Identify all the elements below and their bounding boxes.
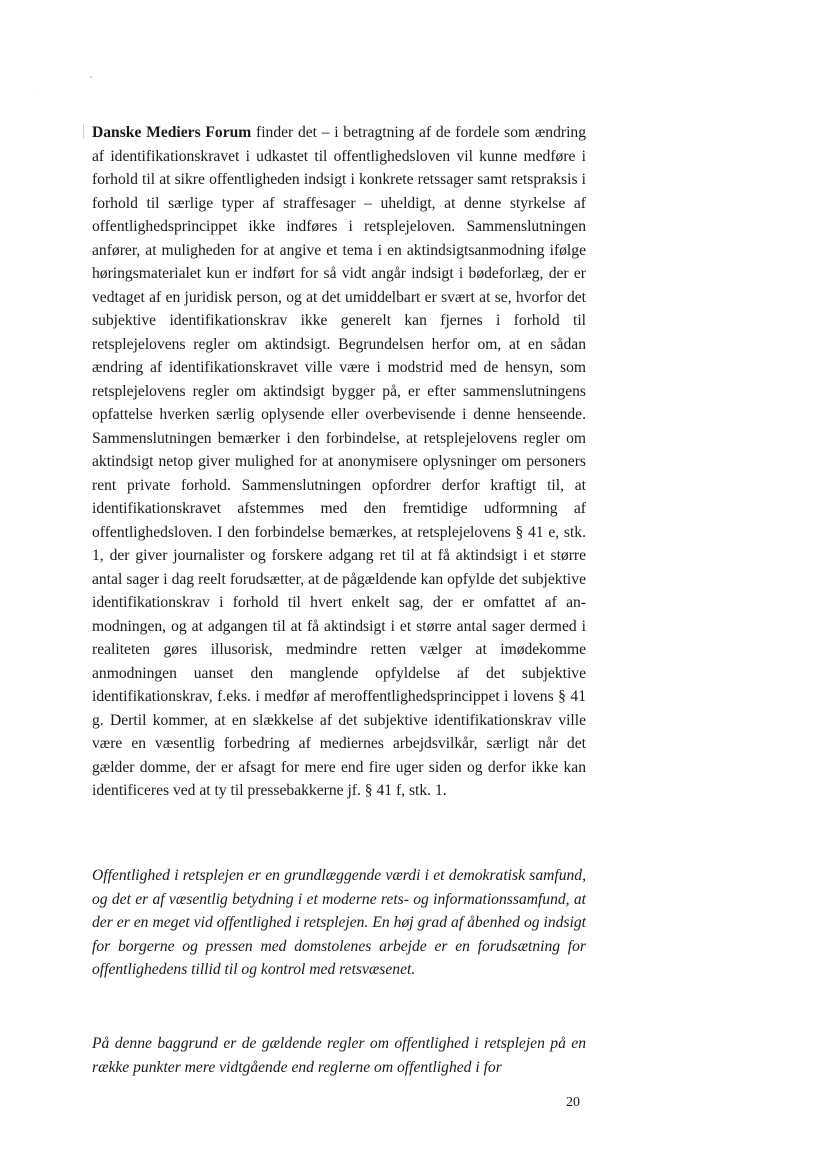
margin-mark [83,124,84,138]
page-number: 20 [566,1095,580,1110]
scan-speck [90,76,92,78]
scan-speck [33,90,34,91]
organization-name: Danske Mediers Forum [92,124,252,141]
body-paragraph-2: Offentlighed i retsplejen er en grundlæggende værdi i et demokratisk samfund, og det er af væsentlig betydning i et moderne rets- og informationssamfund, at der er en meget vid offentlighed i retsplejen. En høj grad af åbenhed og indsigt for borgerne og pressen med domstolenes arbejde er en forudsætning for offentlighedens tillid til og kontrol med retsvæsenet. [92,867,586,978]
body-paragraph-3: På denne baggrund er de gældende regler om offentlighed i retsplejen på en række punkter mere vidtgående end reglerne om offentlighed i for [92,1035,586,1076]
scan-speck [138,100,139,101]
body-paragraph-1 [92,121,586,803]
paragraph-1-text: finder det – i betragtning af de fordele som ændring af identifikationskravet i udkastet til offentlighedsloven vil kunne medføre i forhold til at sikre offentligheden indsigt i konkrete retssager samt retspraksis i forhold til særlige typer af straffesager – uheldigt, at denne styrkelse af offentlighedsprincippet ikke indføres i retsplejeloven. Sammenslutningen anfører, at muligheden for at angive et tema i en aktindsigtsanmodning ifølge høringsmaterialet kun er indført for så vidt angår indsigt i bødeforlæg, der er vedtaget af en juridisk person, og at det umiddelbart er svært at se, hvorfor det subjektive identifikationskrav ikke generelt kan fjernes i forhold til retsplejelovens regler om aktindsigt. Begrundelsen herfor om, at en sådan ændring af identifikationskravet ville være i modstrid med de hensyn, som retsplejelovens regler om aktindsigt bygger på, er efter sammenslutningens opfattelse hverken særlig oplysende eller overbevisende i denne henseende. Sammenslutningen bemærker i den forbindelse, at retsplejelovens regler om aktindsigt netop giver mulighed for at anonymisere oplysninger om personers rent private forhold. Sammenslutningen opfordrer derfor kraftigt til, at identifikationskravet afstemmes med den fremtidige udformning af offentlighedsloven. I den forbindelse bemærkes, at retsplejelovens § 41 e, stk. 1, der giver journalister og forskere adgang ret til at få aktindsigt i et større antal sager i dag reelt forudsætter, at de pågældende kan opfylde det subjektive identifikationskrav i forhold til hvert enkelt sag, der er omfattet af anmodningen, og at adgangen til at få aktindsigt i et større antal sager dermed i realiteten gøres illusorisk, medmindre retten vælger at imødekomme anmodningen uanset den manglende opfyldelse af det subjektive identifikationskrav, f.eks. i medfør af meroffentlighedsprincippet i lovens § 41 g. Dertil kommer, at en slækkelse af det subjektive identifikationskrav ville være en væsentlig forbedring af mediernes arbejdsvilkår, særligt når det gælder domme, der er afsagt for mere end fire uger siden og derfor ikke kan identificeres ved at ty til pressebakkerne jf. § 41 f, stk. 1. [92,124,586,799]
